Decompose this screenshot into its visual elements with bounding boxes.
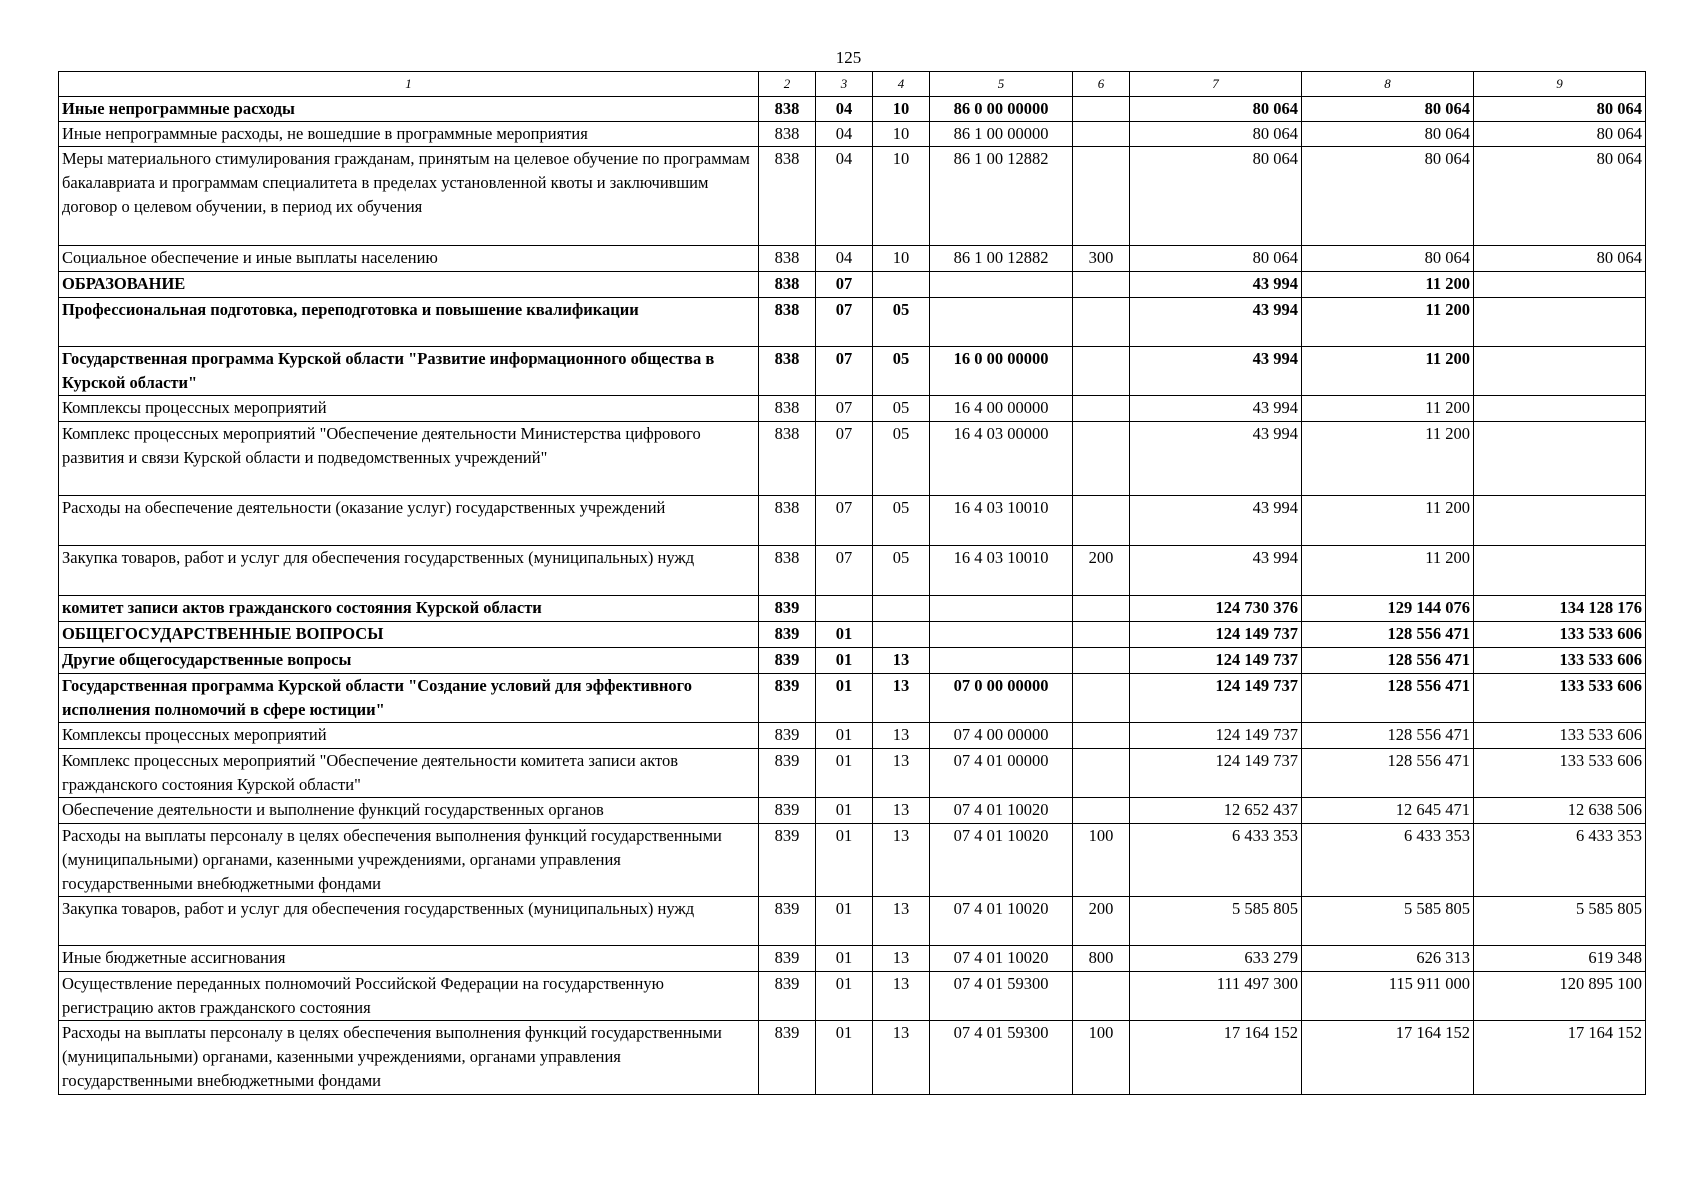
expense-type-code (1073, 749, 1130, 798)
amount-year2: 128 556 471 (1302, 674, 1474, 723)
expense-type-code (1073, 97, 1130, 122)
target-article-code: 16 4 03 10010 (930, 546, 1073, 596)
amount-year3 (1474, 496, 1646, 546)
target-article-code: 86 1 00 12882 (930, 246, 1073, 272)
subsection-code: 13 (873, 674, 930, 723)
amount-year1: 12 652 437 (1130, 798, 1302, 824)
target-article-code (930, 596, 1073, 622)
subsection-code: 05 (873, 546, 930, 596)
amount-year1: 111 497 300 (1130, 972, 1302, 1021)
row-name: ОБРАЗОВАНИЕ (59, 272, 759, 298)
row-name: Комплексы процессных мероприятий (59, 396, 759, 422)
subsection-code: 10 (873, 97, 930, 122)
subsection-code: 13 (873, 897, 930, 946)
subsection-code: 05 (873, 496, 930, 546)
subsection-code: 05 (873, 298, 930, 347)
amount-year3: 80 064 (1474, 97, 1646, 122)
admin-code: 839 (759, 798, 816, 824)
amount-year1: 43 994 (1130, 396, 1302, 422)
expense-type-code (1073, 272, 1130, 298)
table-row (59, 147, 1646, 246)
target-article-code: 07 0 00 00000 (930, 674, 1073, 723)
subsection-code: 13 (873, 824, 930, 897)
admin-code: 838 (759, 496, 816, 546)
row-name: Закупка товаров, работ и услуг для обеспечения государственных (муниципальных) нужд (59, 897, 759, 946)
amount-year3: 12 638 506 (1474, 798, 1646, 824)
amount-year1: 633 279 (1130, 946, 1302, 972)
subsection-code: 13 (873, 648, 930, 674)
amount-year1: 80 064 (1130, 122, 1302, 147)
amount-year3: 80 064 (1474, 122, 1646, 147)
row-name: Иные бюджетные ассигнования (59, 946, 759, 972)
amount-year2: 115 911 000 (1302, 972, 1474, 1021)
section-code (816, 596, 873, 622)
expense-type-code (1073, 596, 1130, 622)
section-code: 07 (816, 496, 873, 546)
table-row (59, 298, 1646, 347)
table-row (59, 897, 1646, 946)
amount-year3 (1474, 298, 1646, 347)
target-article-code: 07 4 01 10020 (930, 946, 1073, 972)
table-row (59, 946, 1646, 972)
amount-year2: 80 064 (1302, 97, 1474, 122)
row-name: Другие общегосударственные вопросы (59, 648, 759, 674)
amount-year2: 5 585 805 (1302, 897, 1474, 946)
subsection-code: 13 (873, 798, 930, 824)
admin-code: 839 (759, 723, 816, 749)
amount-year1: 124 730 376 (1130, 596, 1302, 622)
amount-year1: 124 149 737 (1130, 749, 1302, 798)
table-row (59, 648, 1646, 674)
amount-year1: 80 064 (1130, 147, 1302, 246)
column-number-row (59, 72, 1646, 97)
row-name: Государственная программа Курской области "Создание условий для эффективного исполнения полномочий в сфере юстиции" (59, 674, 759, 723)
subsection-code: 05 (873, 347, 930, 396)
row-name: Комплекс процессных мероприятий "Обеспечение деятельности комитета записи актов гражданского состояния Курской области" (59, 749, 759, 798)
row-name: Меры материального стимулирования гражданам, принятым на целевое обучение по программам бакалавриата и программам специалитета в пределах установленной квоты и заключившим договор о целевом обучении, в период их обучения (59, 147, 759, 246)
section-code: 07 (816, 422, 873, 496)
target-article-code: 07 4 00 00000 (930, 723, 1073, 749)
budget-table (58, 71, 1646, 1095)
amount-year2: 80 064 (1302, 246, 1474, 272)
amount-year2: 11 200 (1302, 272, 1474, 298)
amount-year2: 128 556 471 (1302, 622, 1474, 648)
subsection-code: 10 (873, 122, 930, 147)
expense-type-code (1073, 422, 1130, 496)
section-code: 01 (816, 946, 873, 972)
amount-year1: 80 064 (1130, 246, 1302, 272)
admin-code: 839 (759, 674, 816, 723)
expense-type-code: 100 (1073, 1021, 1130, 1095)
amount-year1: 6 433 353 (1130, 824, 1302, 897)
amount-year3: 134 128 176 (1474, 596, 1646, 622)
amount-year3: 133 533 606 (1474, 674, 1646, 723)
row-name: Иные непрограммные расходы, не вошедшие в программные мероприятия (59, 122, 759, 147)
target-article-code: 86 1 00 00000 (930, 122, 1073, 147)
admin-code: 839 (759, 648, 816, 674)
amount-year2: 128 556 471 (1302, 723, 1474, 749)
amount-year1: 43 994 (1130, 347, 1302, 396)
row-name: Иные непрограммные расходы (59, 97, 759, 122)
admin-code: 838 (759, 147, 816, 246)
section-code: 01 (816, 1021, 873, 1095)
amount-year1: 43 994 (1130, 496, 1302, 546)
amount-year1: 43 994 (1130, 546, 1302, 596)
amount-year3: 133 533 606 (1474, 723, 1646, 749)
subsection-code: 13 (873, 723, 930, 749)
amount-year1: 124 149 737 (1130, 674, 1302, 723)
expense-type-code (1073, 674, 1130, 723)
section-code: 04 (816, 122, 873, 147)
amount-year3: 619 348 (1474, 946, 1646, 972)
expense-type-code (1073, 496, 1130, 546)
amount-year2: 12 645 471 (1302, 798, 1474, 824)
subsection-code: 13 (873, 946, 930, 972)
amount-year1: 124 149 737 (1130, 648, 1302, 674)
subsection-code (873, 622, 930, 648)
target-article-code: 16 0 00 00000 (930, 347, 1073, 396)
expense-type-code: 100 (1073, 824, 1130, 897)
section-code: 01 (816, 674, 873, 723)
admin-code: 838 (759, 396, 816, 422)
amount-year2: 11 200 (1302, 298, 1474, 347)
admin-code: 838 (759, 422, 816, 496)
admin-code: 839 (759, 596, 816, 622)
amount-year1: 124 149 737 (1130, 622, 1302, 648)
section-code: 01 (816, 648, 873, 674)
section-code: 04 (816, 147, 873, 246)
expense-type-code (1073, 723, 1130, 749)
expense-type-code (1073, 396, 1130, 422)
section-code: 07 (816, 347, 873, 396)
target-article-code (930, 622, 1073, 648)
column-header: 4 (873, 72, 930, 97)
row-name: Комплексы процессных мероприятий (59, 723, 759, 749)
row-name: Расходы на выплаты персоналу в целях обеспечения выполнения функций государственными (муниципальными) органами, казенными учреждениями, органами управления государственными внебюджетными фондами (59, 1021, 759, 1095)
section-code: 07 (816, 546, 873, 596)
amount-year1: 43 994 (1130, 298, 1302, 347)
amount-year2: 11 200 (1302, 496, 1474, 546)
admin-code: 838 (759, 298, 816, 347)
row-name: ОБЩЕГОСУДАРСТВЕННЫЕ ВОПРОСЫ (59, 622, 759, 648)
admin-code: 839 (759, 622, 816, 648)
amount-year3 (1474, 347, 1646, 396)
amount-year1: 80 064 (1130, 97, 1302, 122)
amount-year2: 11 200 (1302, 347, 1474, 396)
expense-type-code (1073, 648, 1130, 674)
admin-code: 838 (759, 246, 816, 272)
table-row (59, 396, 1646, 422)
table-row (59, 824, 1646, 897)
target-article-code: 16 4 03 00000 (930, 422, 1073, 496)
table-row (59, 97, 1646, 122)
amount-year1: 124 149 737 (1130, 723, 1302, 749)
target-article-code: 07 4 01 10020 (930, 824, 1073, 897)
subsection-code (873, 272, 930, 298)
amount-year2: 11 200 (1302, 546, 1474, 596)
page-number: 125 (835, 48, 862, 67)
row-name: Профессиональная подготовка, переподготовка и повышение квалификации (59, 298, 759, 347)
row-name: Расходы на выплаты персоналу в целях обеспечения выполнения функций государственными (муниципальными) органами, казенными учреждениями, органами управления государственными внебюджетными фондами (59, 824, 759, 897)
column-header: 6 (1073, 72, 1130, 97)
admin-code: 838 (759, 272, 816, 298)
admin-code: 838 (759, 546, 816, 596)
table-row (59, 347, 1646, 396)
section-code: 07 (816, 298, 873, 347)
subsection-code: 13 (873, 1021, 930, 1095)
amount-year2: 129 144 076 (1302, 596, 1474, 622)
amount-year2: 128 556 471 (1302, 749, 1474, 798)
row-name: комитет записи актов гражданского состояния Курской области (59, 596, 759, 622)
expense-type-code: 800 (1073, 946, 1130, 972)
amount-year3: 133 533 606 (1474, 749, 1646, 798)
target-article-code: 07 4 01 00000 (930, 749, 1073, 798)
column-header: 9 (1474, 72, 1646, 97)
expense-type-code: 200 (1073, 546, 1130, 596)
amount-year2: 128 556 471 (1302, 648, 1474, 674)
admin-code: 839 (759, 972, 816, 1021)
amount-year3: 17 164 152 (1474, 1021, 1646, 1095)
section-code: 01 (816, 824, 873, 897)
row-name: Государственная программа Курской области "Развитие информационного общества в Курской области" (59, 347, 759, 396)
amount-year1: 43 994 (1130, 272, 1302, 298)
amount-year3: 80 064 (1474, 246, 1646, 272)
target-article-code: 86 1 00 12882 (930, 147, 1073, 246)
admin-code: 838 (759, 347, 816, 396)
section-code: 01 (816, 972, 873, 1021)
amount-year1: 5 585 805 (1130, 897, 1302, 946)
section-code: 01 (816, 622, 873, 648)
subsection-code: 05 (873, 396, 930, 422)
table-row (59, 749, 1646, 798)
admin-code: 838 (759, 122, 816, 147)
table-row (59, 272, 1646, 298)
column-header: 2 (759, 72, 816, 97)
amount-year3: 80 064 (1474, 147, 1646, 246)
amount-year1: 43 994 (1130, 422, 1302, 496)
target-article-code: 07 4 01 10020 (930, 897, 1073, 946)
target-article-code: 16 4 03 10010 (930, 496, 1073, 546)
amount-year3 (1474, 396, 1646, 422)
section-code: 01 (816, 798, 873, 824)
expense-type-code (1073, 122, 1130, 147)
subsection-code: 10 (873, 246, 930, 272)
amount-year3 (1474, 546, 1646, 596)
target-article-code: 16 4 00 00000 (930, 396, 1073, 422)
admin-code: 839 (759, 749, 816, 798)
column-header: 1 (59, 72, 759, 97)
table-row (59, 496, 1646, 546)
table-row (59, 622, 1646, 648)
table-row (59, 1021, 1646, 1095)
section-code: 07 (816, 396, 873, 422)
admin-code: 839 (759, 1021, 816, 1095)
amount-year3: 120 895 100 (1474, 972, 1646, 1021)
amount-year2: 17 164 152 (1302, 1021, 1474, 1095)
table-row (59, 596, 1646, 622)
table-row (59, 246, 1646, 272)
amount-year2: 80 064 (1302, 122, 1474, 147)
row-name: Обеспечение деятельности и выполнение функций государственных органов (59, 798, 759, 824)
admin-code: 838 (759, 97, 816, 122)
amount-year3: 6 433 353 (1474, 824, 1646, 897)
subsection-code: 13 (873, 972, 930, 1021)
row-name: Закупка товаров, работ и услуг для обеспечения государственных (муниципальных) нужд (59, 546, 759, 596)
expense-type-code (1073, 798, 1130, 824)
target-article-code (930, 648, 1073, 674)
row-name: Расходы на обеспечение деятельности (оказание услуг) государственных учреждений (59, 496, 759, 546)
column-header: 8 (1302, 72, 1474, 97)
section-code: 01 (816, 749, 873, 798)
expense-type-code (1073, 147, 1130, 246)
table-row (59, 723, 1646, 749)
amount-year3: 133 533 606 (1474, 648, 1646, 674)
section-code: 04 (816, 246, 873, 272)
table-row (59, 422, 1646, 496)
amount-year3 (1474, 422, 1646, 496)
section-code: 01 (816, 897, 873, 946)
subsection-code: 10 (873, 147, 930, 246)
row-name: Социальное обеспечение и иные выплаты населению (59, 246, 759, 272)
amount-year2: 626 313 (1302, 946, 1474, 972)
target-article-code: 07 4 01 10020 (930, 798, 1073, 824)
admin-code: 839 (759, 824, 816, 897)
amount-year3 (1474, 272, 1646, 298)
expense-type-code (1073, 347, 1130, 396)
amount-year2: 11 200 (1302, 422, 1474, 496)
target-article-code (930, 272, 1073, 298)
amount-year2: 11 200 (1302, 396, 1474, 422)
admin-code: 839 (759, 897, 816, 946)
row-name: Комплекс процессных мероприятий "Обеспечение деятельности Министерства цифрового развития и связи Курской области и подведомственных учреждений" (59, 422, 759, 496)
row-name: Осуществление переданных полномочий Российской Федерации на государственную регистрацию актов гражданского состояния (59, 972, 759, 1021)
table-row (59, 122, 1646, 147)
target-article-code (930, 298, 1073, 347)
expense-type-code (1073, 972, 1130, 1021)
admin-code: 839 (759, 946, 816, 972)
expense-type-code: 200 (1073, 897, 1130, 946)
target-article-code: 86 0 00 00000 (930, 97, 1073, 122)
section-code: 07 (816, 272, 873, 298)
subsection-code: 13 (873, 749, 930, 798)
section-code: 04 (816, 97, 873, 122)
table-body (59, 97, 1646, 1095)
amount-year1: 17 164 152 (1130, 1021, 1302, 1095)
subsection-code: 05 (873, 422, 930, 496)
target-article-code: 07 4 01 59300 (930, 972, 1073, 1021)
table-row (59, 546, 1646, 596)
table-row (59, 972, 1646, 1021)
expense-type-code: 300 (1073, 246, 1130, 272)
expense-type-code (1073, 298, 1130, 347)
column-header: 7 (1130, 72, 1302, 97)
section-code: 01 (816, 723, 873, 749)
amount-year2: 6 433 353 (1302, 824, 1474, 897)
table-row (59, 674, 1646, 723)
column-header: 3 (816, 72, 873, 97)
target-article-code: 07 4 01 59300 (930, 1021, 1073, 1095)
amount-year3: 133 533 606 (1474, 622, 1646, 648)
table-row (59, 798, 1646, 824)
subsection-code (873, 596, 930, 622)
expense-type-code (1073, 622, 1130, 648)
amount-year2: 80 064 (1302, 147, 1474, 246)
amount-year3: 5 585 805 (1474, 897, 1646, 946)
column-header: 5 (930, 72, 1073, 97)
